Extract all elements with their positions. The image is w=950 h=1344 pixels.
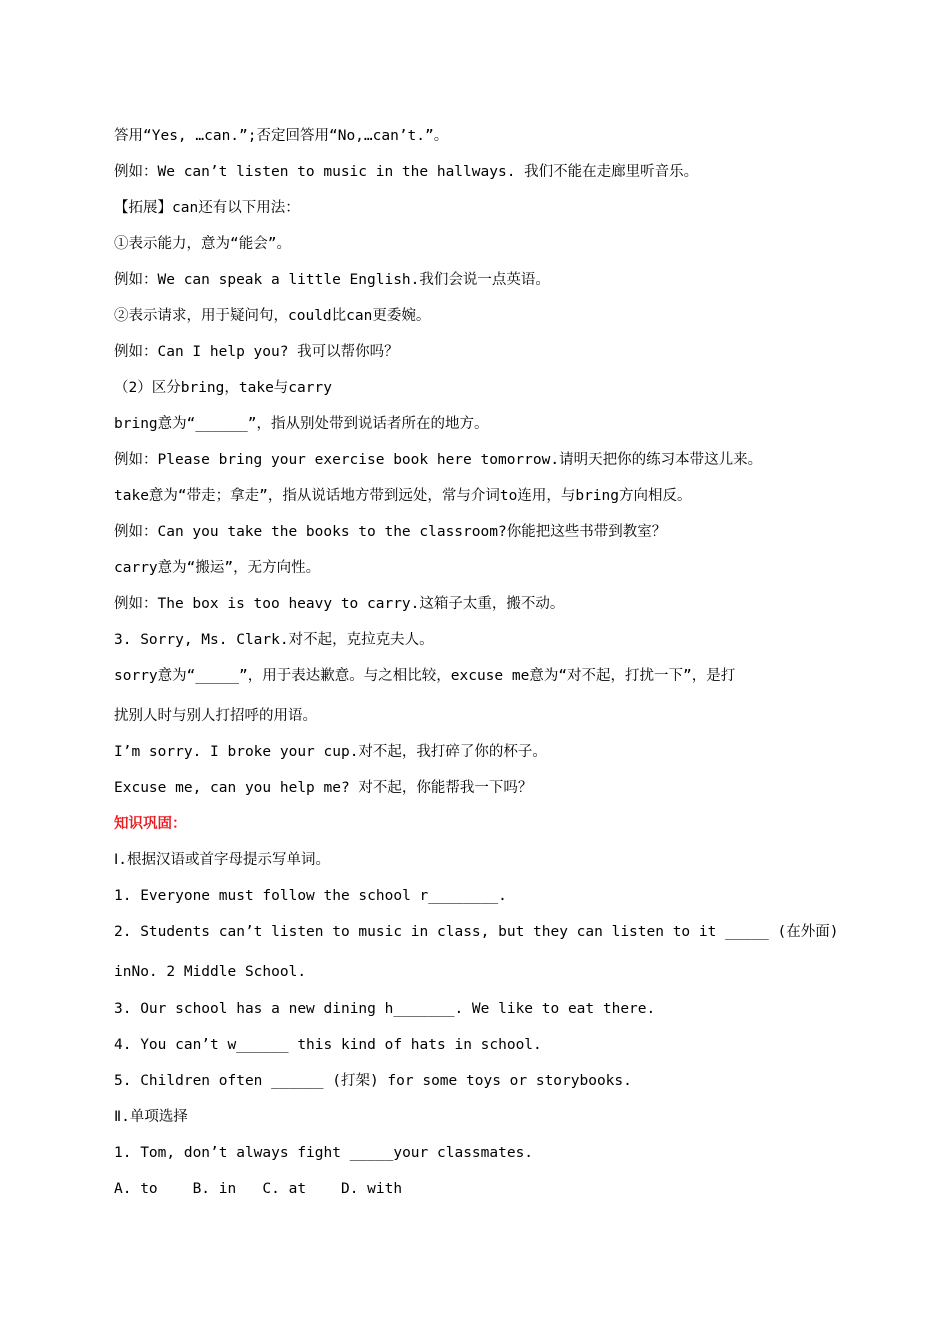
text-line-16: sorry意为“_____”，用于表达歉意。与之相比较，excuse me意为“对不起，打扰一下”，是打: [114, 668, 736, 684]
text-line-1: 答用“Yes, …can.”;否定回答用“No,…can’t.”。: [114, 128, 449, 144]
mc-options-1: A. to B. in C. at D. with: [114, 1181, 403, 1197]
text-line-10: 例如：Please bring your exercise book here tomorrow.请明天把你的练习本带这儿来。: [114, 452, 763, 468]
text-line-4: ①表示能力，意为“能会”。: [114, 236, 291, 252]
text-line-13: carry意为“搬运”，无方向性。: [114, 560, 321, 576]
text-line-7: 例如：Can I help you? 我可以帮你吗？: [114, 344, 399, 360]
part1-title: Ⅰ.根据汉语或首字母提示写单词。: [114, 852, 331, 868]
text-line-5: 例如：We can speak a little English.我们会说一点英语。: [114, 272, 550, 288]
text-line-12: 例如：Can you take the books to the classroom?你能把这些书带到教室？: [114, 524, 667, 540]
text-line-6: ②表示请求，用于疑问句，could比can更委婉。: [114, 308, 431, 324]
text-line-17: 扰别人时与别人打招呼的用语。: [114, 708, 317, 724]
text-line-3: 【拓展】can还有以下用法：: [114, 200, 300, 216]
section-heading: 知识巩固：: [114, 816, 187, 832]
exercise-item-3: 3. Our school has a new dining h_______. We like to eat there.: [114, 1001, 656, 1017]
mc-question-1: 1. Tom, don’t always fight _____your classmates.: [114, 1145, 534, 1161]
exercise-item-4: 4. You can’t w______ this kind of hats in school.: [114, 1037, 542, 1053]
exercise-item-1: 1. Everyone must follow the school r________.: [114, 888, 507, 904]
text-line-19: Excuse me, can you help me? 对不起，你能帮我一下吗？: [114, 780, 533, 796]
part2-title: Ⅱ.单项选择: [114, 1109, 188, 1125]
exercise-item-2-cont: inNo. 2 Middle School.: [114, 964, 307, 980]
exercise-item-2: 2. Students can’t listen to music in class, but they can listen to it _____ (在外面): [114, 924, 839, 940]
text-line-14: 例如：The box is too heavy to carry.这箱子太重，搬不动。: [114, 596, 565, 612]
text-line-15: 3. Sorry, Ms. Clark.对不起，克拉克夫人。: [114, 632, 434, 648]
exercise-item-5: 5. Children often ______ (打架) for some toys or storybooks.: [114, 1073, 632, 1089]
text-line-2: 例如：We can’t listen to music in the hallways. 我们不能在走廊里听音乐。: [114, 164, 699, 180]
text-line-11: take意为“带走；拿走”，指从说话地方带到远处，常与介词to连用，与bring方向相反。: [114, 488, 692, 504]
text-line-9: bring意为“______”，指从别处带到说话者所在的地方。: [114, 416, 489, 432]
text-line-8: （2）区分bring，take与carry: [114, 380, 332, 396]
text-line-18: I’m sorry. I broke your cup.对不起，我打碎了你的杯子。: [114, 744, 547, 760]
